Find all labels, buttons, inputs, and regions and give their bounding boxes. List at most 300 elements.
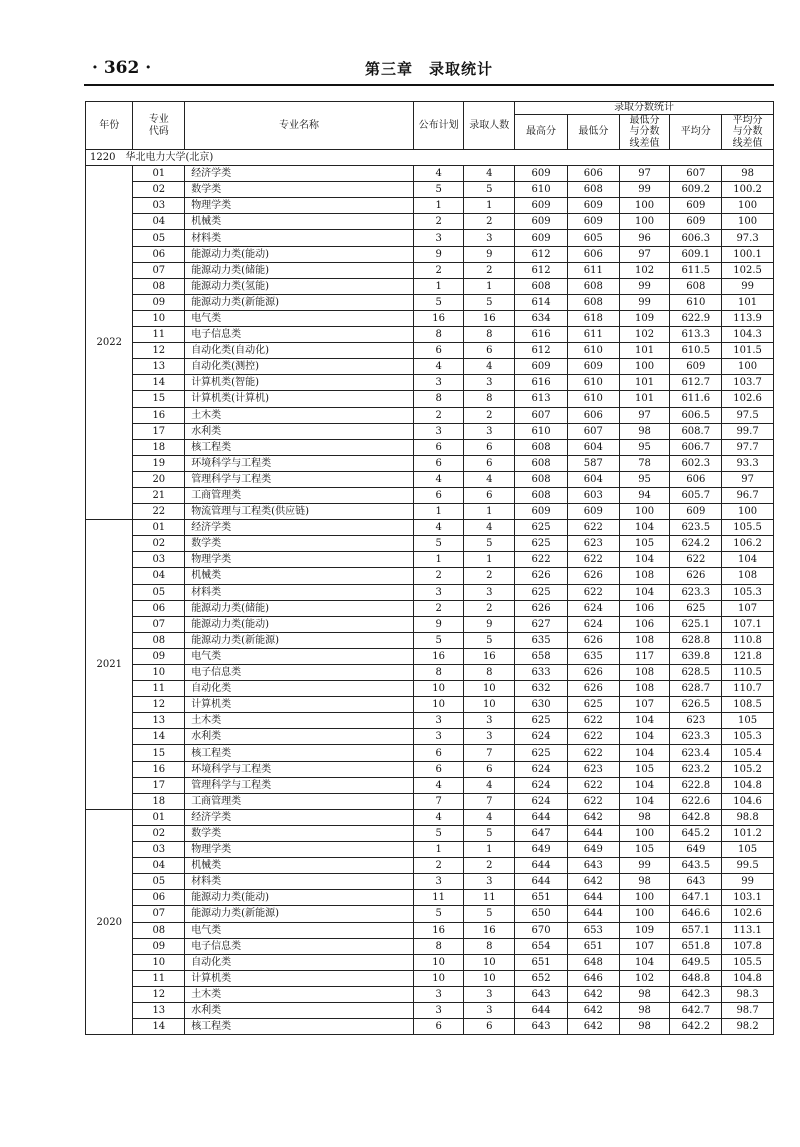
col-year: 年份 xyxy=(86,102,133,150)
max-cell: 633 xyxy=(515,665,568,681)
avg-diff-cell: 102.5 xyxy=(722,262,774,278)
code-cell: 13 xyxy=(133,1002,185,1018)
name-cell: 水利类 xyxy=(185,729,414,745)
avg-cell: 622.8 xyxy=(670,777,722,793)
min-cell: 608 xyxy=(567,182,619,198)
name-cell: 机械类 xyxy=(185,858,414,874)
min-diff-cell: 104 xyxy=(619,584,670,600)
col-group: 录取分数统计 xyxy=(515,102,774,115)
min-cell: 609 xyxy=(567,214,619,230)
avg-diff-cell: 98.8 xyxy=(722,809,774,825)
avg-cell: 609 xyxy=(670,359,722,375)
header-rule xyxy=(84,84,774,86)
min-diff-cell: 105 xyxy=(619,761,670,777)
avg-cell: 649 xyxy=(670,842,722,858)
plan-cell: 4 xyxy=(413,809,464,825)
table-row xyxy=(86,616,774,632)
avg-diff-cell: 102.6 xyxy=(722,391,774,407)
min-diff-cell: 97 xyxy=(619,407,670,423)
max-cell: 609 xyxy=(515,359,568,375)
table-row xyxy=(86,246,774,262)
table-row xyxy=(86,294,774,310)
name-cell: 土木类 xyxy=(185,713,414,729)
code-cell: 07 xyxy=(133,906,185,922)
min-cell: 623 xyxy=(567,761,619,777)
name-cell: 土木类 xyxy=(185,407,414,423)
avg-diff-cell: 108.5 xyxy=(722,697,774,713)
max-cell: 608 xyxy=(515,487,568,503)
admit-cell: 8 xyxy=(464,391,515,407)
name-cell: 数学类 xyxy=(185,825,414,841)
min-diff-cell: 99 xyxy=(619,278,670,294)
max-cell: 654 xyxy=(515,938,568,954)
avg-cell: 625 xyxy=(670,600,722,616)
avg-cell: 606.7 xyxy=(670,439,722,455)
max-cell: 649 xyxy=(515,842,568,858)
name-cell: 核工程类 xyxy=(185,439,414,455)
admit-cell: 16 xyxy=(464,922,515,938)
admit-cell: 3 xyxy=(464,729,515,745)
name-cell: 物理学类 xyxy=(185,842,414,858)
min-cell: 653 xyxy=(567,922,619,938)
min-diff-cell: 98 xyxy=(619,1002,670,1018)
avg-diff-cell: 97.7 xyxy=(722,439,774,455)
admit-cell: 5 xyxy=(464,182,515,198)
plan-cell: 5 xyxy=(413,182,464,198)
avg-diff-cell: 104.3 xyxy=(722,327,774,343)
admit-cell: 5 xyxy=(464,825,515,841)
min-diff-cell: 106 xyxy=(619,616,670,632)
avg-diff-cell: 107 xyxy=(722,600,774,616)
min-diff-cell: 99 xyxy=(619,294,670,310)
code-cell: 06 xyxy=(133,600,185,616)
plan-cell: 2 xyxy=(413,407,464,423)
plan-cell: 16 xyxy=(413,922,464,938)
code-cell: 14 xyxy=(133,729,185,745)
name-cell: 物理学类 xyxy=(185,198,414,214)
max-cell: 625 xyxy=(515,520,568,536)
admit-cell: 5 xyxy=(464,536,515,552)
plan-cell: 8 xyxy=(413,938,464,954)
max-cell: 614 xyxy=(515,294,568,310)
name-cell: 计算机类 xyxy=(185,970,414,986)
min-cell: 608 xyxy=(567,294,619,310)
admit-cell: 10 xyxy=(464,697,515,713)
max-cell: 644 xyxy=(515,874,568,890)
code-cell: 04 xyxy=(133,214,185,230)
admit-cell: 2 xyxy=(464,568,515,584)
name-cell: 能源动力类(储能) xyxy=(185,600,414,616)
avg-diff-cell: 105.5 xyxy=(722,954,774,970)
admit-cell: 1 xyxy=(464,278,515,294)
plan-cell: 4 xyxy=(413,166,464,182)
avg-cell: 651.8 xyxy=(670,938,722,954)
max-cell: 610 xyxy=(515,423,568,439)
max-cell: 644 xyxy=(515,858,568,874)
max-cell: 625 xyxy=(515,713,568,729)
code-cell: 13 xyxy=(133,713,185,729)
min-cell: 622 xyxy=(567,793,619,809)
min-cell: 623 xyxy=(567,536,619,552)
min-cell: 644 xyxy=(567,890,619,906)
min-cell: 610 xyxy=(567,391,619,407)
avg-cell: 606 xyxy=(670,471,722,487)
avg-cell: 623.3 xyxy=(670,584,722,600)
avg-diff-cell: 100 xyxy=(722,214,774,230)
min-diff-cell: 98 xyxy=(619,874,670,890)
code-cell: 02 xyxy=(133,182,185,198)
name-cell: 环境科学与工程类 xyxy=(185,455,414,471)
admit-cell: 5 xyxy=(464,906,515,922)
max-cell: 612 xyxy=(515,343,568,359)
min-cell: 622 xyxy=(567,713,619,729)
max-cell: 647 xyxy=(515,825,568,841)
admit-cell: 3 xyxy=(464,713,515,729)
min-cell: 622 xyxy=(567,520,619,536)
max-cell: 616 xyxy=(515,375,568,391)
col-avg: 平均分 xyxy=(670,114,722,150)
code-cell: 01 xyxy=(133,520,185,536)
plan-cell: 6 xyxy=(413,343,464,359)
plan-cell: 1 xyxy=(413,198,464,214)
plan-cell: 2 xyxy=(413,858,464,874)
plan-cell: 3 xyxy=(413,1002,464,1018)
min-diff-cell: 100 xyxy=(619,359,670,375)
plan-cell: 3 xyxy=(413,423,464,439)
code-cell: 18 xyxy=(133,439,185,455)
avg-diff-cell: 102.6 xyxy=(722,906,774,922)
name-cell: 能源动力类(氢能) xyxy=(185,278,414,294)
table-row xyxy=(86,665,774,681)
table-row xyxy=(86,874,774,890)
table-row xyxy=(86,1002,774,1018)
table-row xyxy=(86,729,774,745)
year-cell: 2020 xyxy=(86,809,133,1034)
plan-cell: 4 xyxy=(413,520,464,536)
plan-cell: 6 xyxy=(413,439,464,455)
min-cell: 608 xyxy=(567,278,619,294)
plan-cell: 4 xyxy=(413,359,464,375)
min-diff-cell: 100 xyxy=(619,214,670,230)
table-row xyxy=(86,423,774,439)
page-header xyxy=(84,58,774,84)
admit-cell: 10 xyxy=(464,681,515,697)
avg-diff-cell: 110.5 xyxy=(722,665,774,681)
avg-cell: 628.5 xyxy=(670,665,722,681)
name-cell: 能源动力类(能动) xyxy=(185,616,414,632)
min-cell: 626 xyxy=(567,681,619,697)
admit-cell: 5 xyxy=(464,294,515,310)
plan-cell: 6 xyxy=(413,455,464,471)
min-diff-cell: 107 xyxy=(619,697,670,713)
code-cell: 14 xyxy=(133,375,185,391)
max-cell: 625 xyxy=(515,584,568,600)
table-row xyxy=(86,391,774,407)
plan-cell: 3 xyxy=(413,375,464,391)
admit-cell: 6 xyxy=(464,1019,515,1035)
code-cell: 03 xyxy=(133,552,185,568)
max-cell: 651 xyxy=(515,890,568,906)
avg-diff-cell: 105 xyxy=(722,842,774,858)
name-cell: 工商管理类 xyxy=(185,793,414,809)
max-cell: 607 xyxy=(515,407,568,423)
min-cell: 610 xyxy=(567,343,619,359)
table-row xyxy=(86,455,774,471)
min-diff-cell: 109 xyxy=(619,310,670,326)
avg-cell: 609.2 xyxy=(670,182,722,198)
table-row xyxy=(86,922,774,938)
min-diff-cell: 100 xyxy=(619,504,670,520)
code-cell: 03 xyxy=(133,198,185,214)
min-cell: 609 xyxy=(567,198,619,214)
plan-cell: 6 xyxy=(413,1019,464,1035)
table-row xyxy=(86,777,774,793)
min-cell: 622 xyxy=(567,729,619,745)
avg-cell: 648.8 xyxy=(670,970,722,986)
col-code: 专业 代码 xyxy=(133,102,185,150)
avg-diff-cell: 107.8 xyxy=(722,938,774,954)
avg-diff-cell: 99 xyxy=(722,278,774,294)
admit-cell: 1 xyxy=(464,552,515,568)
avg-diff-cell: 113.9 xyxy=(722,310,774,326)
code-cell: 06 xyxy=(133,890,185,906)
min-cell: 605 xyxy=(567,230,619,246)
max-cell: 608 xyxy=(515,439,568,455)
min-cell: 622 xyxy=(567,552,619,568)
table-row xyxy=(86,198,774,214)
plan-cell: 10 xyxy=(413,970,464,986)
table-row xyxy=(86,954,774,970)
min-cell: 606 xyxy=(567,166,619,182)
avg-diff-cell: 105.5 xyxy=(722,520,774,536)
plan-cell: 1 xyxy=(413,504,464,520)
name-cell: 环境科学与工程类 xyxy=(185,761,414,777)
min-cell: 603 xyxy=(567,487,619,503)
min-cell: 609 xyxy=(567,359,619,375)
max-cell: 643 xyxy=(515,986,568,1002)
admit-cell: 4 xyxy=(464,777,515,793)
avg-cell: 622.6 xyxy=(670,793,722,809)
name-cell: 自动化类(测控) xyxy=(185,359,414,375)
avg-cell: 642.7 xyxy=(670,1002,722,1018)
min-diff-cell: 99 xyxy=(619,858,670,874)
max-cell: 632 xyxy=(515,681,568,697)
min-cell: 648 xyxy=(567,954,619,970)
code-cell: 17 xyxy=(133,777,185,793)
max-cell: 612 xyxy=(515,246,568,262)
admit-cell: 2 xyxy=(464,600,515,616)
table-row xyxy=(86,262,774,278)
avg-diff-cell: 96.7 xyxy=(722,487,774,503)
plan-cell: 5 xyxy=(413,825,464,841)
avg-cell: 642.8 xyxy=(670,809,722,825)
avg-diff-cell: 100 xyxy=(722,504,774,520)
avg-diff-cell: 110.8 xyxy=(722,632,774,648)
avg-diff-cell: 107.1 xyxy=(722,616,774,632)
code-cell: 10 xyxy=(133,310,185,326)
name-cell: 能源动力类(能动) xyxy=(185,890,414,906)
col-min-diff: 最低分 与分数 线差值 xyxy=(619,114,670,150)
table-row xyxy=(86,230,774,246)
min-diff-cell: 104 xyxy=(619,777,670,793)
table-row xyxy=(86,600,774,616)
plan-cell: 5 xyxy=(413,632,464,648)
avg-diff-cell: 101 xyxy=(722,294,774,310)
min-cell: 625 xyxy=(567,697,619,713)
avg-diff-cell: 99 xyxy=(722,874,774,890)
avg-diff-cell: 105.3 xyxy=(722,729,774,745)
min-cell: 626 xyxy=(567,632,619,648)
min-cell: 587 xyxy=(567,455,619,471)
name-cell: 管理科学与工程类 xyxy=(185,777,414,793)
admit-cell: 8 xyxy=(464,665,515,681)
code-cell: 15 xyxy=(133,745,185,761)
avg-cell: 642.2 xyxy=(670,1019,722,1035)
max-cell: 644 xyxy=(515,809,568,825)
max-cell: 635 xyxy=(515,632,568,648)
name-cell: 能源动力类(能动) xyxy=(185,246,414,262)
admit-cell: 16 xyxy=(464,310,515,326)
avg-cell: 622.9 xyxy=(670,310,722,326)
min-cell: 624 xyxy=(567,600,619,616)
name-cell: 电子信息类 xyxy=(185,665,414,681)
avg-diff-cell: 99.5 xyxy=(722,858,774,874)
min-diff-cell: 95 xyxy=(619,471,670,487)
table-row xyxy=(86,632,774,648)
page-number: · 362 · xyxy=(92,58,152,78)
code-cell: 08 xyxy=(133,278,185,294)
min-diff-cell: 104 xyxy=(619,954,670,970)
admit-cell: 3 xyxy=(464,375,515,391)
table-row xyxy=(86,359,774,375)
name-cell: 核工程类 xyxy=(185,1019,414,1035)
min-cell: 618 xyxy=(567,310,619,326)
name-cell: 能源动力类(新能源) xyxy=(185,906,414,922)
min-cell: 646 xyxy=(567,970,619,986)
avg-cell: 645.2 xyxy=(670,825,722,841)
admit-cell: 6 xyxy=(464,343,515,359)
table-row xyxy=(86,890,774,906)
plan-cell: 1 xyxy=(413,552,464,568)
min-cell: 644 xyxy=(567,906,619,922)
admit-cell: 3 xyxy=(464,423,515,439)
max-cell: 624 xyxy=(515,761,568,777)
code-cell: 08 xyxy=(133,922,185,938)
year-cell: 2021 xyxy=(86,520,133,810)
avg-diff-cell: 104.8 xyxy=(722,777,774,793)
code-cell: 16 xyxy=(133,407,185,423)
min-diff-cell: 101 xyxy=(619,343,670,359)
min-diff-cell: 106 xyxy=(619,600,670,616)
avg-cell: 610.5 xyxy=(670,343,722,359)
code-cell: 05 xyxy=(133,584,185,600)
code-cell: 08 xyxy=(133,632,185,648)
avg-diff-cell: 100 xyxy=(722,198,774,214)
table-row xyxy=(86,487,774,503)
max-cell: 624 xyxy=(515,793,568,809)
avg-cell: 613.3 xyxy=(670,327,722,343)
admit-cell: 4 xyxy=(464,359,515,375)
avg-diff-cell: 106.2 xyxy=(722,536,774,552)
table-row xyxy=(86,310,774,326)
table-row xyxy=(86,182,774,198)
table-row xyxy=(86,471,774,487)
code-cell: 03 xyxy=(133,842,185,858)
table-row xyxy=(86,938,774,954)
admit-cell: 4 xyxy=(464,166,515,182)
avg-cell: 612.7 xyxy=(670,375,722,391)
min-cell: 642 xyxy=(567,986,619,1002)
table-row xyxy=(86,858,774,874)
avg-diff-cell: 108 xyxy=(722,568,774,584)
avg-cell: 607 xyxy=(670,166,722,182)
max-cell: 630 xyxy=(515,697,568,713)
avg-diff-cell: 104 xyxy=(722,552,774,568)
avg-cell: 609.1 xyxy=(670,246,722,262)
name-cell: 物流管理与工程类(供应链) xyxy=(185,504,414,520)
avg-cell: 646.6 xyxy=(670,906,722,922)
max-cell: 608 xyxy=(515,471,568,487)
plan-cell: 4 xyxy=(413,777,464,793)
min-diff-cell: 101 xyxy=(619,375,670,391)
avg-cell: 602.3 xyxy=(670,455,722,471)
min-diff-cell: 98 xyxy=(619,986,670,1002)
avg-cell: 605.7 xyxy=(670,487,722,503)
avg-cell: 643.5 xyxy=(670,858,722,874)
avg-diff-cell: 100 xyxy=(722,359,774,375)
avg-cell: 609 xyxy=(670,214,722,230)
admit-cell: 6 xyxy=(464,487,515,503)
min-diff-cell: 97 xyxy=(619,166,670,182)
admit-cell: 2 xyxy=(464,262,515,278)
avg-cell: 643 xyxy=(670,874,722,890)
max-cell: 609 xyxy=(515,198,568,214)
table-row xyxy=(86,713,774,729)
avg-cell: 608.7 xyxy=(670,423,722,439)
admit-cell: 9 xyxy=(464,616,515,632)
name-cell: 计算机类(智能) xyxy=(185,375,414,391)
min-cell: 606 xyxy=(567,246,619,262)
year-cell: 2022 xyxy=(86,166,133,520)
admit-cell: 5 xyxy=(464,632,515,648)
avg-diff-cell: 105 xyxy=(722,713,774,729)
plan-cell: 9 xyxy=(413,616,464,632)
table-row xyxy=(86,761,774,777)
table-row xyxy=(86,906,774,922)
admit-cell: 7 xyxy=(464,745,515,761)
plan-cell: 3 xyxy=(413,584,464,600)
max-cell: 634 xyxy=(515,310,568,326)
table-row xyxy=(86,278,774,294)
avg-cell: 647.1 xyxy=(670,890,722,906)
name-cell: 经济学类 xyxy=(185,166,414,182)
code-cell: 16 xyxy=(133,761,185,777)
min-cell: 611 xyxy=(567,262,619,278)
max-cell: 650 xyxy=(515,906,568,922)
name-cell: 管理科学与工程类 xyxy=(185,471,414,487)
min-cell: 626 xyxy=(567,568,619,584)
avg-diff-cell: 97.3 xyxy=(722,230,774,246)
name-cell: 工商管理类 xyxy=(185,487,414,503)
name-cell: 数学类 xyxy=(185,536,414,552)
avg-diff-cell: 100.2 xyxy=(722,182,774,198)
avg-cell: 610 xyxy=(670,294,722,310)
name-cell: 能源动力类(新能源) xyxy=(185,632,414,648)
min-diff-cell: 101 xyxy=(619,391,670,407)
col-name: 专业名称 xyxy=(185,102,414,150)
min-cell: 610 xyxy=(567,375,619,391)
plan-cell: 16 xyxy=(413,310,464,326)
